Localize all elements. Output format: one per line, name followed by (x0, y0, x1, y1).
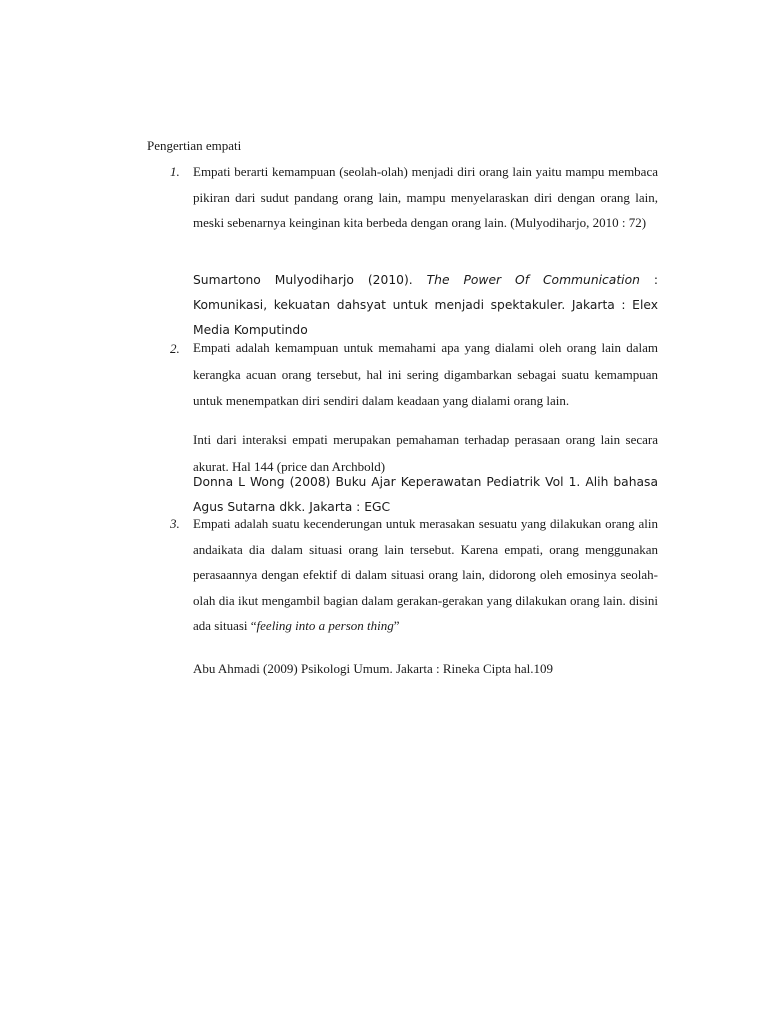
item-2-reference: Donna L Wong (2008) Buku Ajar Keperawatan Pediatrik Vol 1. Alih bahasa Agus Sutarna dkk. Jakarta : EGC (193, 475, 658, 514)
item-number-2: 2. (170, 341, 180, 356)
item-2-body: Empati adalah kemampuan untuk memahami apa yang dialami oleh orang lain dalam kerangka acuan orang tersebut, hal ini sering digambarkan sebagai suatu kemampuan untuk menempatkan diri sendiri dalam keadaan yang dialami orang lain. (193, 340, 658, 408)
item-1-reference-title: The Power Of Communication (426, 273, 640, 287)
item-3-quote: feeling into a person thing (256, 618, 394, 633)
item-3-body (193, 511, 658, 639)
item-1-reference (193, 268, 658, 343)
item-1-body: Empati berarti kemampuan (seolah-olah) menjadi diri orang lain yaitu mampu membaca pikiran dari sudut pandang orang lain, mampu menyelaraskan diri dengan orang lain, meski sebenarnya keinginan kita berbeda dengan orang lain. (Mulyodiharjo, 2010 : 72) (193, 164, 658, 230)
document-title: Pengertian empati (147, 138, 242, 153)
item-2-note: Inti dari interaksi empati merupakan pemahaman terhadap perasaan orang lain secara akurat. Hal 144 (price dan Archbold) (193, 432, 658, 474)
item-1-reference-author: Sumartono Mulyodiharjo (2010). (193, 273, 427, 287)
item-3-reference: Abu Ahmadi (2009) Psikologi Umum. Jakarta : Rineka Cipta hal.109 (193, 661, 553, 676)
item-1-reference-publisher: : Komunikasi, kekuatan dahsyat untuk menjadi spektakuler. Jakarta : Elex Media Komputindo (193, 273, 658, 337)
item-3-body-text: Empati adalah suatu kecenderungan untuk merasakan sesuatu yang dilakukan orang alin andaikata dia dalam situasi orang lain tersebut. Karena empati, orang menggunakan perasaannya dengan efektif di dalam situasi orang lain, didorong oleh emosinya seolah-olah dia ikut mengambil bagian dalam gerakan-gerakan yang dilakukan orang lain. disini ada situasi “ (193, 516, 658, 633)
item-number-1: 1. (170, 164, 180, 179)
item-number-3: 3. (170, 516, 180, 531)
item-3-quote-close: ” (393, 618, 400, 633)
